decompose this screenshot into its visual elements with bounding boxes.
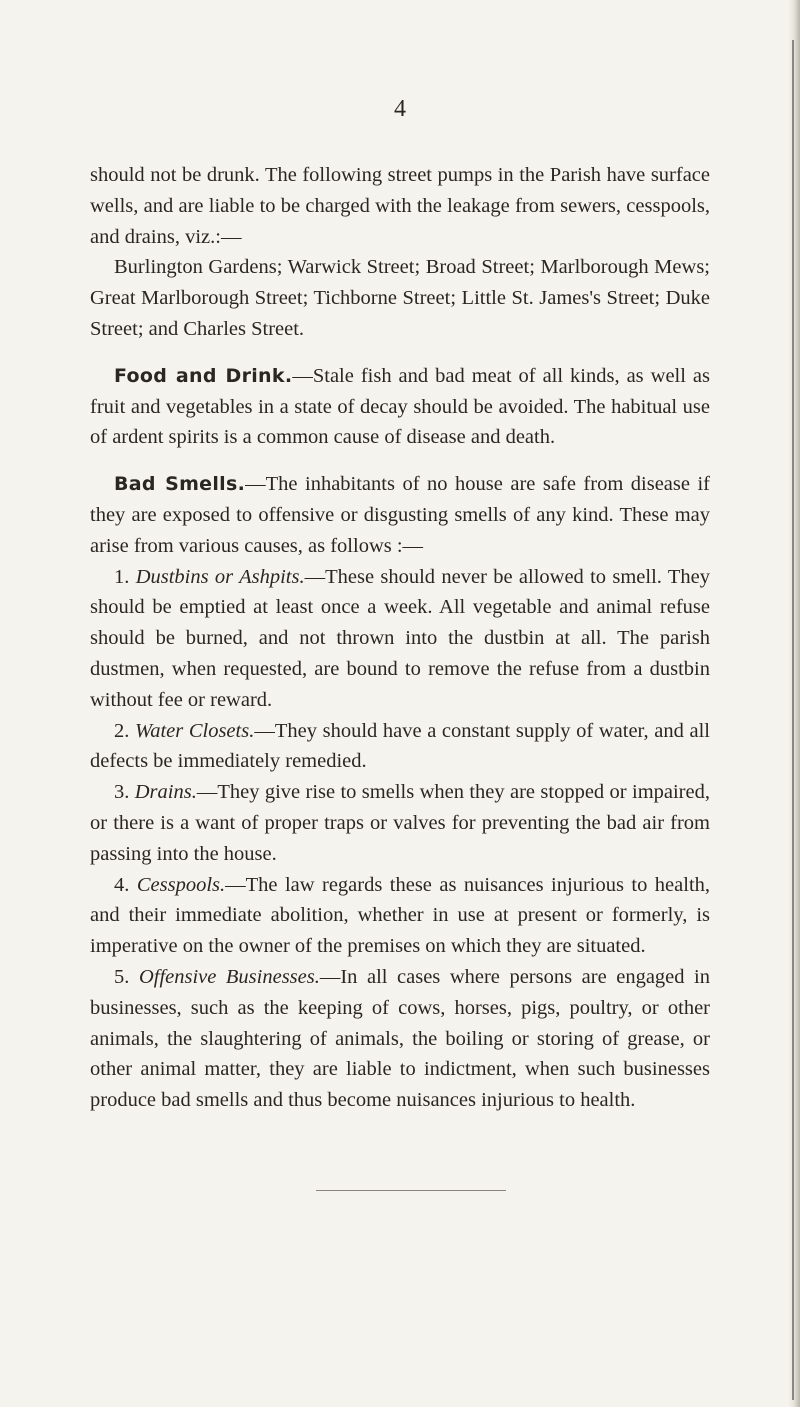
bad-smells-paragraph — [90, 469, 710, 561]
item-number: 1. — [114, 565, 130, 588]
item-title: Water Closets. — [135, 719, 255, 742]
list-item-drains — [90, 777, 710, 869]
page-number: 4 — [394, 96, 406, 122]
item-text: —These should never be allowed to smell. They should be emptied at least once a week. All vegetable and animal refuse should be burned, and not thrown into the dustbin at all. The parish dustmen, when requested, are bound to remove the refuse from a dustbin without fee or reward. — [90, 565, 710, 711]
page-edge — [788, 0, 800, 1407]
item-text: —They should have a constant supply of water, and all defects be immediately remedied. — [90, 719, 711, 773]
list-item-cesspools — [90, 870, 710, 962]
item-text: —The law regards these as nuisances injurious to health, and their immediate abolition, whether in use at present or formerly, is imperative on the owner of the premises on which they are situated. — [90, 873, 711, 958]
bad-smells-heading: Bad Smells. — [114, 473, 246, 496]
item-text: —In all cases where persons are engaged in businesses, such as the keeping of cows, horses, pigs, poultry, or other animals, the slaughtering of animals, the boiling or storing of grease, or other animal matter, they are liable to indictment, when such businesses produce bad smells and thus become nuisances injurious to health. — [90, 965, 711, 1112]
food-drink-text: —Stale fish and bad meat of all kinds, as well as fruit and vegetables in a state of decay should be avoided. The habitual use of ardent spirits is a common cause of disease and death. — [90, 364, 710, 449]
closing-rule — [316, 1190, 506, 1191]
item-number: 2. — [114, 719, 130, 742]
item-number: 5. — [114, 965, 130, 988]
food-drink-paragraph — [90, 361, 710, 453]
street-list-paragraph: Burlington Gardens; Warwick Street; Broad Street; Marlborough Mews; Great Marlborough Street; Tichborne Street; Little St. James's Street; Duke Street; and Charles Street. — [90, 256, 710, 340]
item-number: 4. — [114, 873, 130, 896]
bad-smells-text: —The inhabitants of no house are safe from disease if they are exposed to offensive or disgusting smells of any kind. These may arise from various causes, as follows :— — [90, 473, 710, 557]
page-edge-shadow — [792, 40, 794, 1400]
item-title: Offensive Businesses. — [138, 965, 320, 988]
item-number: 3. — [114, 781, 130, 804]
item-title: Dustbins or Ashpits. — [135, 565, 305, 588]
list-item-water-closets — [90, 716, 710, 778]
list-item-dustbins — [90, 562, 710, 716]
body-text — [90, 160, 710, 1116]
item-title: Cesspools. — [136, 873, 226, 896]
list-item-offensive-businesses — [90, 962, 710, 1116]
food-drink-heading: Food and Drink. — [114, 364, 293, 387]
item-title: Drains. — [134, 781, 197, 804]
intro-paragraph: should not be drunk. The following street pumps in the Parish have surface wells, and are liable to be charged with the leakage from sewers, cesspools, and drains, viz.:— — [90, 164, 710, 248]
item-text: —They give rise to smells when they are stopped or impaired, or there is a want of proper traps or valves for preventing the bad air from passing into the house. — [90, 781, 710, 865]
